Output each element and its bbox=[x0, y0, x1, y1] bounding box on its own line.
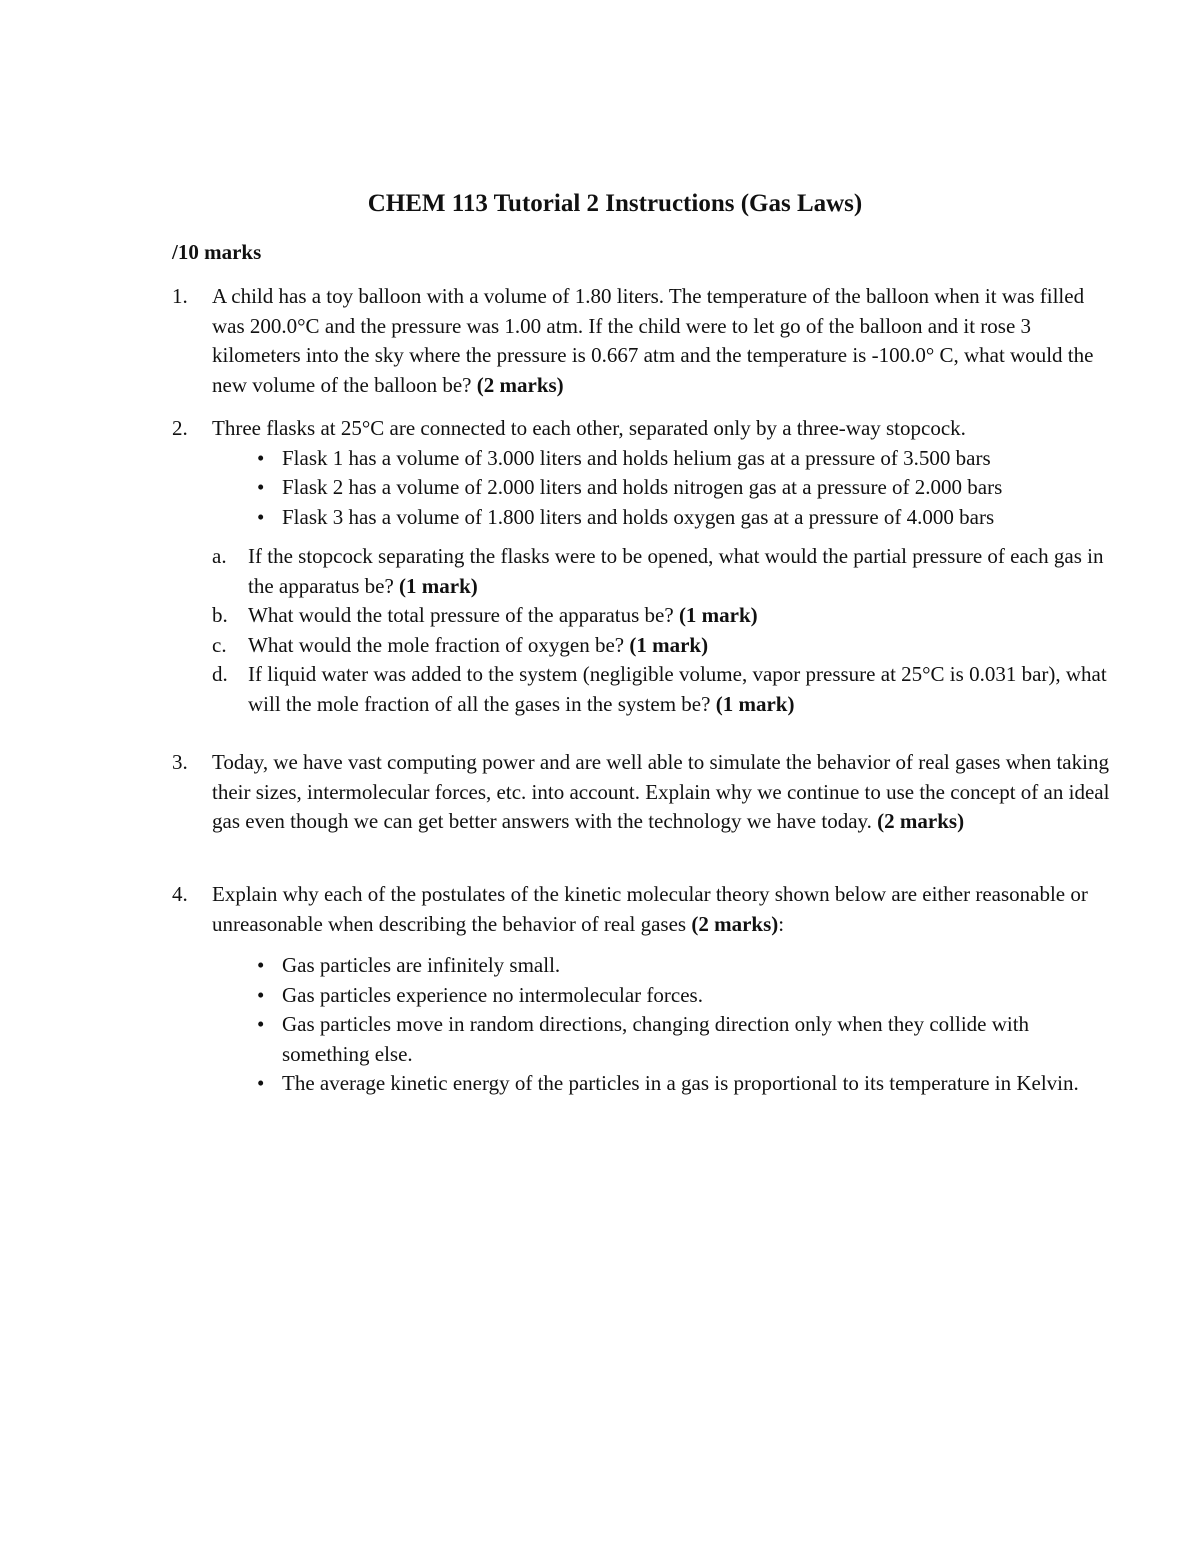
part-marks: (1 mark) bbox=[715, 691, 795, 716]
flask-3-text: Flask 3 has a volume of 1.800 liters and holds oxygen gas at a pressure of 4.000 bars bbox=[282, 504, 995, 529]
bullet-icon: • bbox=[257, 1012, 265, 1036]
flask-list bbox=[212, 444, 1112, 533]
total-marks-label: /10 marks bbox=[172, 240, 262, 264]
part-text: If the stopcock separating the flasks were to be opened, what would the partial pressure of each gas in the apparatus be? bbox=[248, 544, 1104, 598]
bullet-icon: • bbox=[257, 504, 265, 529]
question-2b bbox=[212, 601, 1112, 631]
bullet-icon: • bbox=[257, 445, 265, 470]
question-3 bbox=[172, 748, 1112, 837]
part-letter: a. bbox=[212, 544, 227, 568]
bullet-icon: • bbox=[257, 1071, 265, 1095]
postulate-text: Gas particles are infinitely small. bbox=[282, 953, 561, 977]
question-4-number: 4. bbox=[172, 882, 188, 906]
flask-1-text: Flask 1 has a volume of 3.000 liters and holds helium gas at a pressure of 3.500 bars bbox=[282, 445, 991, 470]
question-2d bbox=[212, 660, 1112, 719]
question-4-text: Explain why each of the postulates of the kinetic molecular theory shown below are either reasonable or unreasonable when describing the behavior of real gases bbox=[212, 882, 1088, 936]
question-2c bbox=[212, 631, 1112, 661]
postulate-list bbox=[212, 951, 1112, 1099]
question-3-marks: (2 marks) bbox=[877, 809, 965, 833]
part-text: If liquid water was added to the system (negligible volume, vapor pressure at 25°C is 0.031 bar), what will the mole fraction of all the gases in the system be? bbox=[248, 662, 1107, 716]
question-2-text: Three flasks at 25°C are connected to each other, separated only by a three-way stopcock. bbox=[212, 416, 966, 440]
question-4 bbox=[172, 880, 1112, 1099]
question-1-marks: (2 marks) bbox=[476, 372, 564, 397]
part-marks: (1 mark) bbox=[629, 632, 709, 657]
question-1 bbox=[172, 282, 1112, 400]
part-marks: (1 mark) bbox=[678, 603, 758, 627]
question-3-number: 3. bbox=[172, 750, 188, 774]
list-item bbox=[212, 1069, 1112, 1099]
part-marks: (1 mark) bbox=[399, 573, 478, 598]
question-2a bbox=[212, 542, 1112, 601]
question-3-text: Today, we have vast computing power and are well able to simulate the behavior of real gases when taking their sizes, intermolecular forces, etc. into account. Explain why we continue to use the concept of an ideal gas even though we can get better answers with the technology we have today. bbox=[212, 750, 1110, 833]
postulate-text: Gas particles experience no intermolecular forces. bbox=[282, 982, 703, 1007]
postulate-text: The average kinetic energy of the particles in a gas is proportional to its temperature in Kelvin. bbox=[282, 1071, 1079, 1095]
question-2-number: 2. bbox=[172, 416, 188, 440]
part-text: What would the mole fraction of oxygen be? bbox=[248, 632, 625, 657]
question-4-marks: (2 marks) bbox=[691, 911, 779, 936]
bullet-icon: • bbox=[257, 982, 265, 1007]
question-2 bbox=[172, 414, 1112, 719]
list-item bbox=[212, 951, 1112, 981]
list-item bbox=[212, 503, 1112, 533]
question-4-colon: : bbox=[778, 911, 785, 936]
part-letter: c. bbox=[212, 632, 227, 657]
list-item bbox=[212, 1010, 1112, 1069]
list-item bbox=[212, 981, 1112, 1011]
question-1-text: A child has a toy balloon with a volume of 1.80 liters. The temperature of the balloon when it was filled was 200.0°C and the pressure was 1.00 atm. If the child were to let go of the balloon and it rose 3 kilometers into the sky where the pressure is 0.667 atm and the temperature is -100.0° C, what would the new volume of the balloon be? bbox=[212, 284, 1094, 397]
flask-2-text: Flask 2 has a volume of 2.000 liters and holds nitrogen gas at a pressure of 2.000 bars bbox=[282, 475, 1003, 499]
list-item bbox=[212, 473, 1112, 503]
part-text: What would the total pressure of the apparatus be? bbox=[248, 603, 674, 627]
part-letter: b. bbox=[212, 603, 228, 627]
postulate-text: Gas particles move in random directions, changing direction only when they collide with something else. bbox=[282, 1012, 1030, 1066]
bullet-icon: • bbox=[257, 475, 265, 499]
bullet-icon: • bbox=[257, 953, 265, 977]
page-title: CHEM 113 Tutorial 2 Instructions (Gas Laws) bbox=[367, 190, 863, 217]
part-letter: d. bbox=[212, 662, 228, 686]
list-item bbox=[212, 444, 1112, 474]
question-1-number: 1. bbox=[172, 284, 188, 308]
